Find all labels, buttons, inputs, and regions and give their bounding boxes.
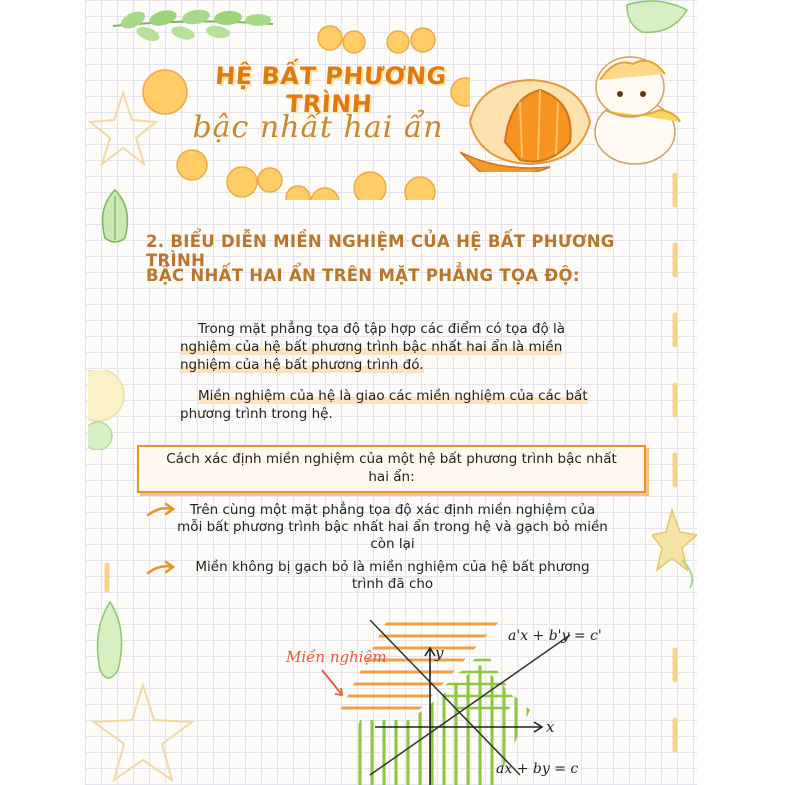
star-outline-icon xyxy=(88,88,158,168)
para1-line2: nghiệm của hệ bất phương trình bậc nhất hai ẩn là miền xyxy=(180,339,563,355)
para2-line2: phương trình trong hệ. xyxy=(180,406,333,422)
graph-line2-equation: ax + by = c xyxy=(496,761,579,777)
para1-line3: nghiệm của hệ bất phương trình đó. xyxy=(180,357,424,373)
graph-x-label: x xyxy=(546,718,555,736)
para2-line1: Miền nghiệm của hệ là giao các miền nghiệm của các bất xyxy=(198,388,588,404)
section-heading-line2: BẬC NHẤT HAI ẨN TRÊN MẶT PHẲNG TỌA ĐỘ: xyxy=(146,266,580,285)
bullet1-line1: Trên cùng một mặt phẳng tọa độ xác định miền nghiệm của xyxy=(189,502,596,518)
graph-line1-equation: a'x + b'y = c' xyxy=(508,628,602,644)
star-bottom-left-icon xyxy=(88,680,198,785)
para1-line1: Trong mặt phẳng tọa độ tập hợp các điểm có tọa độ là xyxy=(198,321,566,337)
bullet1-line3: còn lại xyxy=(370,536,415,552)
dashes-left-icon xyxy=(100,560,114,620)
method-box-line2: hai ẩn: xyxy=(368,469,415,485)
graph-y-label: y xyxy=(435,644,444,662)
bullet1-line2: mỗi bất phương trình bậc nhất hai ẩn trong hệ và gạch bỏ miền xyxy=(177,519,608,535)
bullet2-line2: trình đã cho xyxy=(351,576,434,592)
method-box-line1: Cách xác định miền nghiệm của một hệ bất phương trình bậc nhất xyxy=(166,451,617,467)
solution-region-graph xyxy=(280,610,610,785)
page-subtitle: bậc nhất hai ẩn xyxy=(192,110,444,145)
lemon-left-icon xyxy=(88,370,128,450)
method-box xyxy=(137,445,646,493)
leaf-left-icon xyxy=(95,188,135,248)
section-heading-line1: 2. BIỂU DIỄN MIỀN NGHIỆM CỦA HỆ BẤT PHƯƠNG TRÌNH xyxy=(146,232,615,270)
page-title: HỆ BẤT PHƯƠNG TRÌNH xyxy=(214,62,448,118)
bullet2-line1: Miền không bị gạch bỏ là miền nghiệm của hệ bất phương xyxy=(195,559,590,575)
graph-annotation: Miền nghiệm xyxy=(286,648,387,666)
bunny-icon xyxy=(585,42,695,172)
leaf-right-top-icon xyxy=(622,0,692,40)
dashes-right-icon xyxy=(668,170,682,770)
